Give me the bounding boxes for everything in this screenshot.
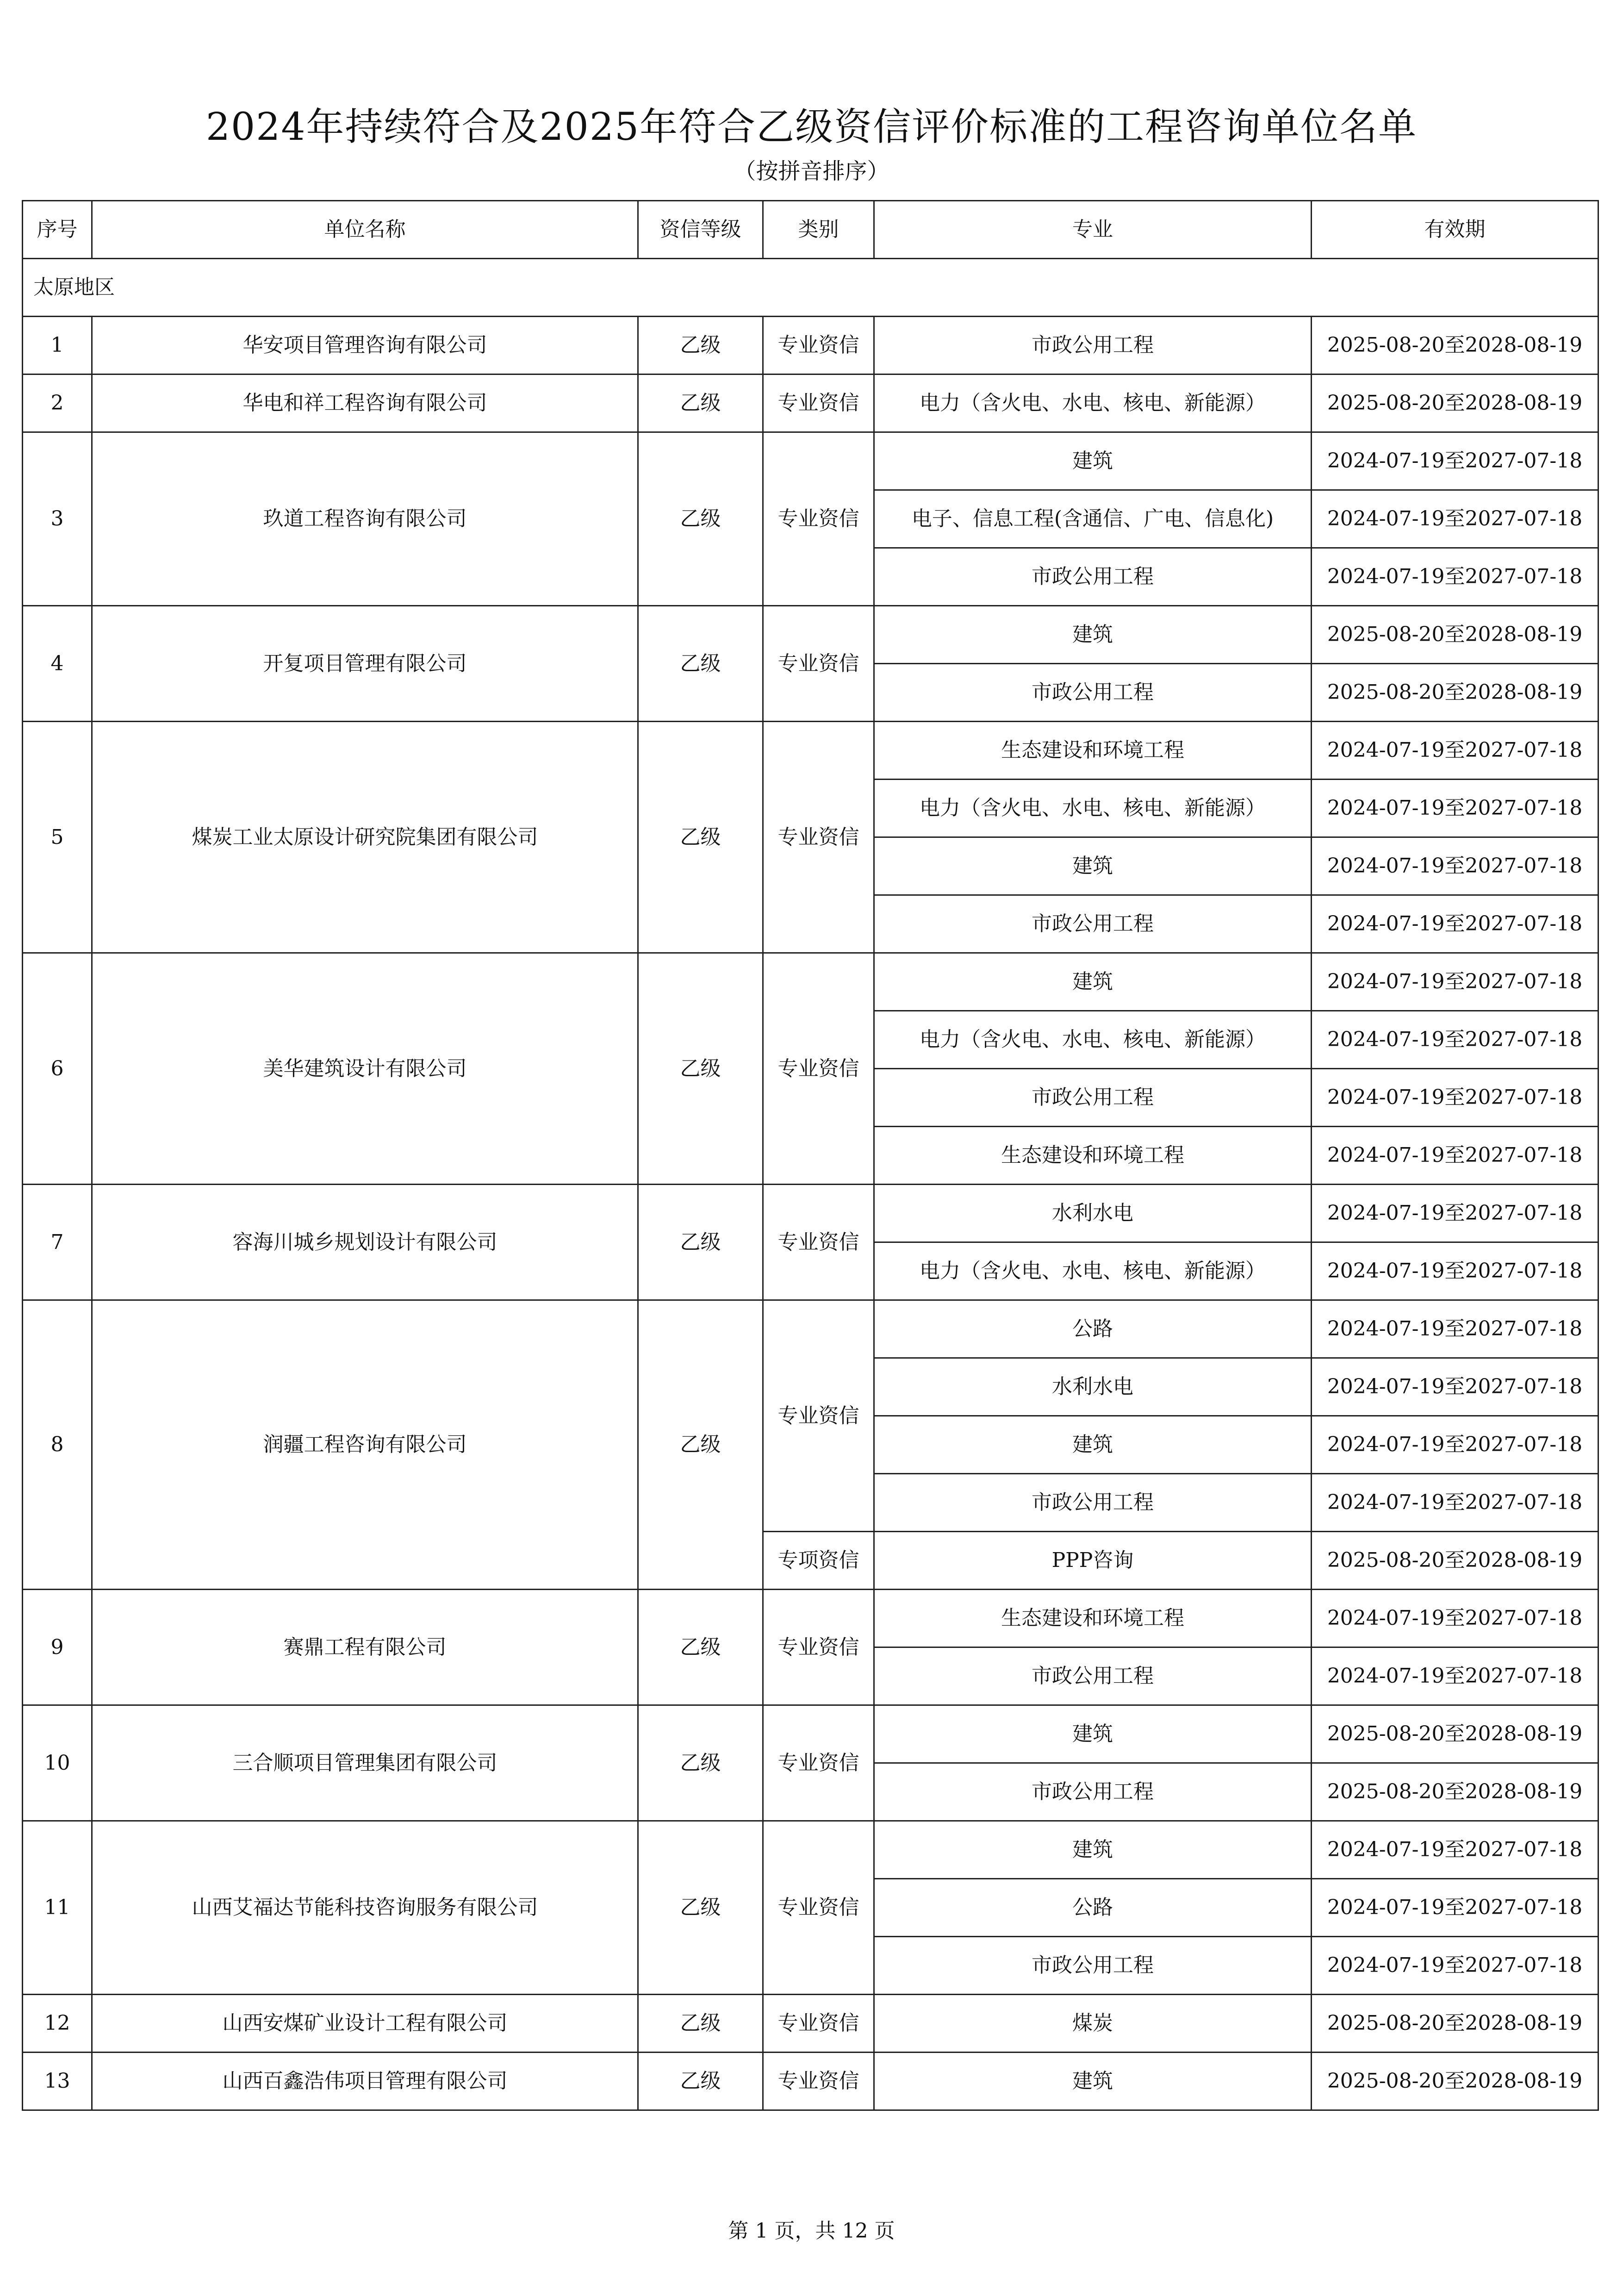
validity-cell: 2024-07-19至2027-07-18: [1312, 1127, 1598, 1185]
validity-cell: 2024-07-19至2027-07-18: [1312, 490, 1598, 548]
validity-cell: 2024-07-19至2027-07-18: [1312, 1474, 1598, 1532]
category-cell: 专业资信: [763, 374, 874, 432]
table-row: [23, 1705, 1598, 1763]
specialty-cell: 市政公用工程: [874, 1763, 1312, 1821]
serial-number-cell: 11: [23, 1821, 92, 1995]
unit-name-cell: 山西百鑫浩伟项目管理有限公司: [92, 2053, 638, 2110]
serial-number-cell: 13: [23, 2053, 92, 2110]
validity-cell: 2024-07-19至2027-07-18: [1312, 548, 1598, 606]
serial-number-cell: 5: [23, 722, 92, 953]
validity-cell: 2025-08-20至2028-08-19: [1312, 664, 1598, 722]
validity-cell: 2024-07-19至2027-07-18: [1312, 895, 1598, 953]
grade-cell: 乙级: [638, 953, 763, 1185]
validity-cell: 2025-08-20至2028-08-19: [1312, 374, 1598, 432]
specialty-cell: 建筑: [874, 837, 1312, 895]
specialty-cell: 电子、信息工程(含通信、广电、信息化): [874, 490, 1312, 548]
validity-cell: 2024-07-19至2027-07-18: [1312, 1937, 1598, 1995]
specialty-cell: 市政公用工程: [874, 1474, 1312, 1532]
document-title: 2024年持续符合及2025年符合乙级资信评价标准的工程咨询单位名单: [205, 105, 1418, 149]
validity-cell: 2025-08-20至2028-08-19: [1312, 2053, 1598, 2110]
category-cell: 专业资信: [763, 1590, 874, 1705]
grade-cell: 乙级: [638, 374, 763, 432]
header-grade: 资信等级: [638, 201, 763, 259]
validity-cell: 2024-07-19至2027-07-18: [1312, 1416, 1598, 1474]
category-cell: 专项资信: [763, 1532, 874, 1590]
unit-name-cell: 华安项目管理咨询有限公司: [92, 317, 638, 374]
category-cell: 专业资信: [763, 317, 874, 374]
header-specialty: 专业: [874, 201, 1312, 259]
specialty-cell: 电力（含火电、水电、核电、新能源）: [874, 780, 1312, 837]
unit-name-cell: 容海川城乡规划设计有限公司: [92, 1185, 638, 1300]
serial-number-cell: 8: [23, 1300, 92, 1590]
specialty-cell: 建筑: [874, 1416, 1312, 1474]
category-cell: 专业资信: [763, 1705, 874, 1821]
specialty-cell: 市政公用工程: [874, 317, 1312, 374]
qualification-table: [22, 200, 1599, 2111]
validity-cell: 2025-08-20至2028-08-19: [1312, 606, 1598, 664]
grade-cell: 乙级: [638, 1185, 763, 1300]
category-cell: 专业资信: [763, 432, 874, 606]
specialty-cell: 建筑: [874, 2053, 1312, 2110]
table-row: [23, 317, 1598, 374]
unit-name-cell: 开复项目管理有限公司: [92, 606, 638, 722]
specialty-cell: 建筑: [874, 432, 1312, 490]
unit-name-cell: 赛鼎工程有限公司: [92, 1590, 638, 1705]
specialty-cell: 市政公用工程: [874, 664, 1312, 722]
table-row: [23, 606, 1598, 664]
unit-name-cell: 美华建筑设计有限公司: [92, 953, 638, 1185]
page-footer: 第 1 页，共 12 页: [728, 2219, 895, 2243]
serial-number-cell: 3: [23, 432, 92, 606]
specialty-cell: 建筑: [874, 1821, 1312, 1879]
table-row: [23, 1185, 1598, 1242]
specialty-cell: PPP咨询: [874, 1532, 1312, 1590]
category-cell: 专业资信: [763, 1821, 874, 1995]
grade-cell: 乙级: [638, 432, 763, 606]
grade-cell: 乙级: [638, 1995, 763, 2053]
specialty-cell: 生态建设和环境工程: [874, 1127, 1312, 1185]
table-row: [23, 374, 1598, 432]
serial-number-cell: 6: [23, 953, 92, 1185]
table-row: [23, 2053, 1598, 2110]
validity-cell: 2024-07-19至2027-07-18: [1312, 722, 1598, 780]
table-row: [23, 1995, 1598, 2053]
validity-cell: 2024-07-19至2027-07-18: [1312, 780, 1598, 837]
specialty-cell: 水利水电: [874, 1185, 1312, 1242]
serial-number-cell: 7: [23, 1185, 92, 1300]
validity-cell: 2025-08-20至2028-08-19: [1312, 1763, 1598, 1821]
grade-cell: 乙级: [638, 1821, 763, 1995]
category-cell: 专业资信: [763, 722, 874, 953]
specialty-cell: 市政公用工程: [874, 548, 1312, 606]
serial-number-cell: 12: [23, 1995, 92, 2053]
unit-name-cell: 山西安煤矿业设计工程有限公司: [92, 1995, 638, 2053]
specialty-cell: 建筑: [874, 606, 1312, 664]
specialty-cell: 市政公用工程: [874, 1069, 1312, 1127]
specialty-cell: 市政公用工程: [874, 1937, 1312, 1995]
specialty-cell: 公路: [874, 1879, 1312, 1937]
category-cell: 专业资信: [763, 1995, 874, 2053]
validity-cell: 2024-07-19至2027-07-18: [1312, 1011, 1598, 1069]
serial-number-cell: 1: [23, 317, 92, 374]
table-row: [23, 1590, 1598, 1647]
region-label: 太原地区: [23, 259, 1598, 317]
validity-cell: 2024-07-19至2027-07-18: [1312, 1242, 1598, 1300]
header-category: 类别: [763, 201, 874, 259]
validity-cell: 2024-07-19至2027-07-18: [1312, 953, 1598, 1011]
validity-cell: 2024-07-19至2027-07-18: [1312, 1590, 1598, 1647]
validity-cell: 2024-07-19至2027-07-18: [1312, 1647, 1598, 1705]
document-subtitle: （按拼音排序）: [734, 158, 889, 184]
validity-cell: 2024-07-19至2027-07-18: [1312, 1069, 1598, 1127]
validity-cell: 2024-07-19至2027-07-18: [1312, 432, 1598, 490]
table-row: [23, 432, 1598, 490]
unit-name-cell: 润疆工程咨询有限公司: [92, 1300, 638, 1590]
validity-cell: 2025-08-20至2028-08-19: [1312, 1532, 1598, 1590]
category-cell: 专业资信: [763, 1185, 874, 1300]
validity-cell: 2025-08-20至2028-08-19: [1312, 1995, 1598, 2053]
validity-cell: 2024-07-19至2027-07-18: [1312, 1185, 1598, 1242]
specialty-cell: 电力（含火电、水电、核电、新能源）: [874, 1242, 1312, 1300]
unit-name-cell: 玖道工程咨询有限公司: [92, 432, 638, 606]
grade-cell: 乙级: [638, 1590, 763, 1705]
grade-cell: 乙级: [638, 722, 763, 953]
grade-cell: 乙级: [638, 2053, 763, 2110]
header-validity: 有效期: [1312, 201, 1598, 259]
specialty-cell: 煤炭: [874, 1995, 1312, 2053]
specialty-cell: 建筑: [874, 953, 1312, 1011]
header-unit-name: 单位名称: [92, 201, 638, 259]
grade-cell: 乙级: [638, 317, 763, 374]
unit-name-cell: 煤炭工业太原设计研究院集团有限公司: [92, 722, 638, 953]
validity-cell: 2025-08-20至2028-08-19: [1312, 1705, 1598, 1763]
header-serial: 序号: [23, 201, 92, 259]
unit-name-cell: 山西艾福达节能科技咨询服务有限公司: [92, 1821, 638, 1995]
specialty-cell: 公路: [874, 1300, 1312, 1358]
validity-cell: 2025-08-20至2028-08-19: [1312, 317, 1598, 374]
specialty-cell: 生态建设和环境工程: [874, 722, 1312, 780]
validity-cell: 2024-07-19至2027-07-18: [1312, 1821, 1598, 1879]
table-header-row: [23, 201, 1598, 259]
grade-cell: 乙级: [638, 1300, 763, 1590]
category-cell: 专业资信: [763, 1300, 874, 1532]
validity-cell: 2024-07-19至2027-07-18: [1312, 1358, 1598, 1416]
unit-name-cell: 华电和祥工程咨询有限公司: [92, 374, 638, 432]
category-cell: 专业资信: [763, 606, 874, 722]
category-cell: 专业资信: [763, 953, 874, 1185]
specialty-cell: 市政公用工程: [874, 895, 1312, 953]
specialty-cell: 水利水电: [874, 1358, 1312, 1416]
validity-cell: 2024-07-19至2027-07-18: [1312, 1879, 1598, 1937]
serial-number-cell: 4: [23, 606, 92, 722]
specialty-cell: 电力（含火电、水电、核电、新能源）: [874, 1011, 1312, 1069]
grade-cell: 乙级: [638, 1705, 763, 1821]
specialty-cell: 建筑: [874, 1705, 1312, 1763]
specialty-cell: 市政公用工程: [874, 1647, 1312, 1705]
category-cell: 专业资信: [763, 2053, 874, 2110]
table-row: [23, 953, 1598, 1011]
table-row: [23, 1300, 1598, 1358]
table-row: [23, 722, 1598, 780]
region-row: [23, 259, 1598, 317]
serial-number-cell: 2: [23, 374, 92, 432]
serial-number-cell: 10: [23, 1705, 92, 1821]
table-row: [23, 1821, 1598, 1879]
specialty-cell: 生态建设和环境工程: [874, 1590, 1312, 1647]
validity-cell: 2024-07-19至2027-07-18: [1312, 1300, 1598, 1358]
validity-cell: 2024-07-19至2027-07-18: [1312, 837, 1598, 895]
serial-number-cell: 9: [23, 1590, 92, 1705]
grade-cell: 乙级: [638, 606, 763, 722]
specialty-cell: 电力（含火电、水电、核电、新能源）: [874, 374, 1312, 432]
unit-name-cell: 三合顺项目管理集团有限公司: [92, 1705, 638, 1821]
